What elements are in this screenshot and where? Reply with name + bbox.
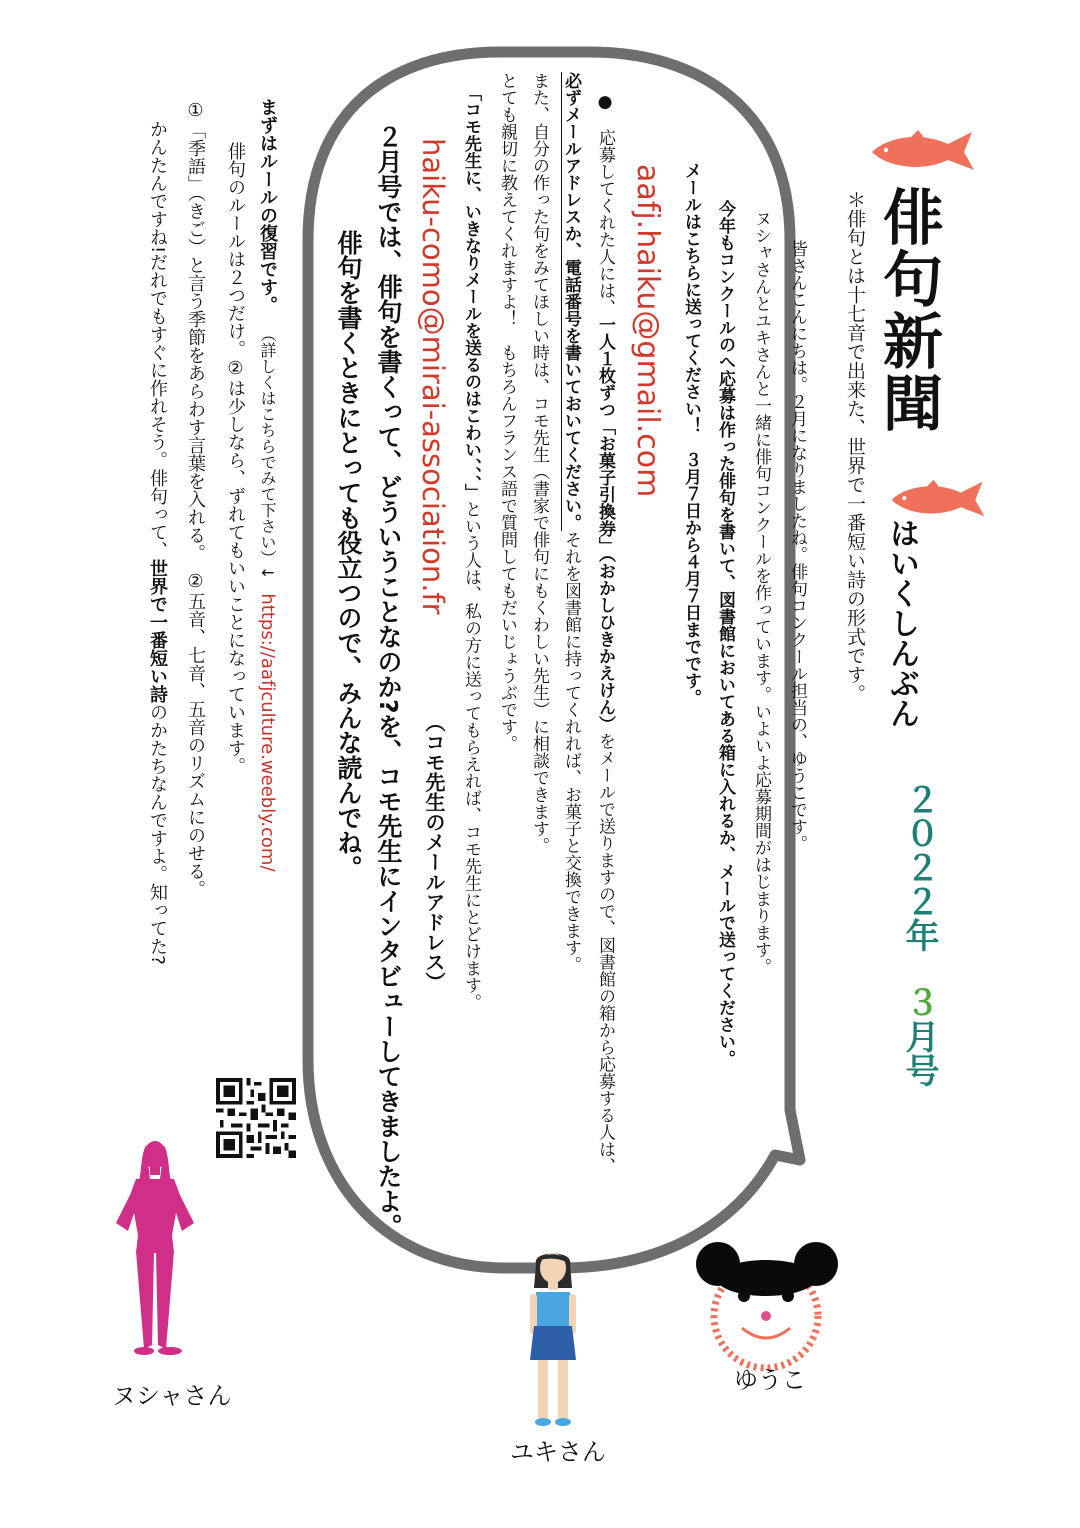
fish-icon bbox=[888, 478, 988, 520]
yuko-name-label: ゆうこ bbox=[734, 1366, 806, 1394]
issue-month-number: ３ bbox=[899, 985, 939, 1019]
fish-icon bbox=[868, 128, 978, 174]
nusha-figure bbox=[100, 1135, 210, 1360]
greeting-line-1: 皆さんこんにちは。２月になりましたね。俳句コンクール担当の、ゆうこです。 bbox=[787, 240, 807, 852]
issue-month bbox=[899, 985, 939, 1087]
yuki-name-label: ユキさん bbox=[510, 1438, 606, 1466]
announce-line-2: メールはこちらに送ってください！ ３月７日から４月７日までです。 bbox=[681, 162, 701, 706]
como-email-label: （コモ先生のメールアドレス） bbox=[422, 712, 446, 992]
issue-year: ２０２２年 bbox=[899, 782, 939, 952]
yuko-face bbox=[688, 1236, 848, 1371]
prize-line: ● 応募してくれた人には、一人１枚ずつ「お菓子引換券」（おかしひきかえけん）をメールで送りますので、図書館の箱から応募する人は、 bbox=[595, 92, 615, 1175]
feb-interview-line-2: 俳句を書くときにとっても役立つので、みんな読んでね。 bbox=[334, 230, 363, 880]
como-line: 「コモ先生に、いきなりメールを送るのはこわい、、、」という人は、私の方に送ってもらえれば、コモ先生にとどけます。 bbox=[461, 84, 481, 1011]
announce-line-1: 今年もコンクールのへ応募は作った俳句を書いて、図書館においてある箱に入れるか、メールで送ってください。 bbox=[715, 200, 735, 1067]
rules-url-link[interactable]: https://aafjculture.weebly.com/ bbox=[257, 593, 278, 872]
page-subtitle: はいくしんぶん bbox=[884, 518, 919, 728]
qr-code-icon[interactable] bbox=[216, 1078, 296, 1158]
nusha-name-label: ヌシャさん bbox=[112, 1382, 232, 1410]
issue-month-suffix: 月号 bbox=[899, 1019, 939, 1087]
page-title: 俳句新聞 bbox=[873, 186, 943, 434]
rules-line-2: ①「季語」（きご）と言う季節をあらわす言葉を入れる。 ②五音、七音、五音のリズムにのせる。 bbox=[185, 100, 206, 898]
advice-line-1: また、自分の作った句をみてほしい時は、コモ先生（書家で俳句にもくわしい先生）に相談できます。 bbox=[529, 72, 549, 854]
rules-line-1: 俳句のルールは２つだけ。②は少しなら、ずれてもいいことになっています。 bbox=[225, 142, 246, 775]
rules-line-3: かんたんですね!だれでもすぐに作れそう。俳句って、世界で一番短い詩のかたちなんですよ。知ってた? bbox=[147, 120, 168, 965]
feb-interview-line-1: ２月号では、俳句を書くって、どういうことなのか?を、コモ先生にインタビューしてきましたよ。 bbox=[374, 124, 403, 1239]
greeting-line-2: ヌシャさんとユキさんと一緒に俳句コンクールを作っています。いよいよ応募期間がはじまります。 bbox=[751, 210, 771, 975]
rules-heading-line: まずはルールの復習です。（詳しくはこちらでみて下さい）↓https://aafjculture.weebly.com/ bbox=[257, 98, 278, 872]
yuki-figure bbox=[518, 1242, 588, 1432]
haiku-definition-note: ＊俳句とは十七音で出来た、世界で一番短い詩の形式です。 bbox=[844, 190, 866, 703]
como-email-link[interactable]: haiku-como@mirai-association.fr bbox=[416, 138, 450, 615]
entry-email-link[interactable]: aafj.haiku@gmail.com bbox=[630, 164, 665, 498]
must-line: 必ずメールアドレスか、電話番号を書いておいてください。それを図書館に持ってくれれば、お菓子と交換できます。 bbox=[561, 72, 581, 973]
advice-line-2: とても親切に教えてくれますよ！ もちろんフランス語で質問してもだいじょうぶです。 bbox=[497, 72, 517, 752]
